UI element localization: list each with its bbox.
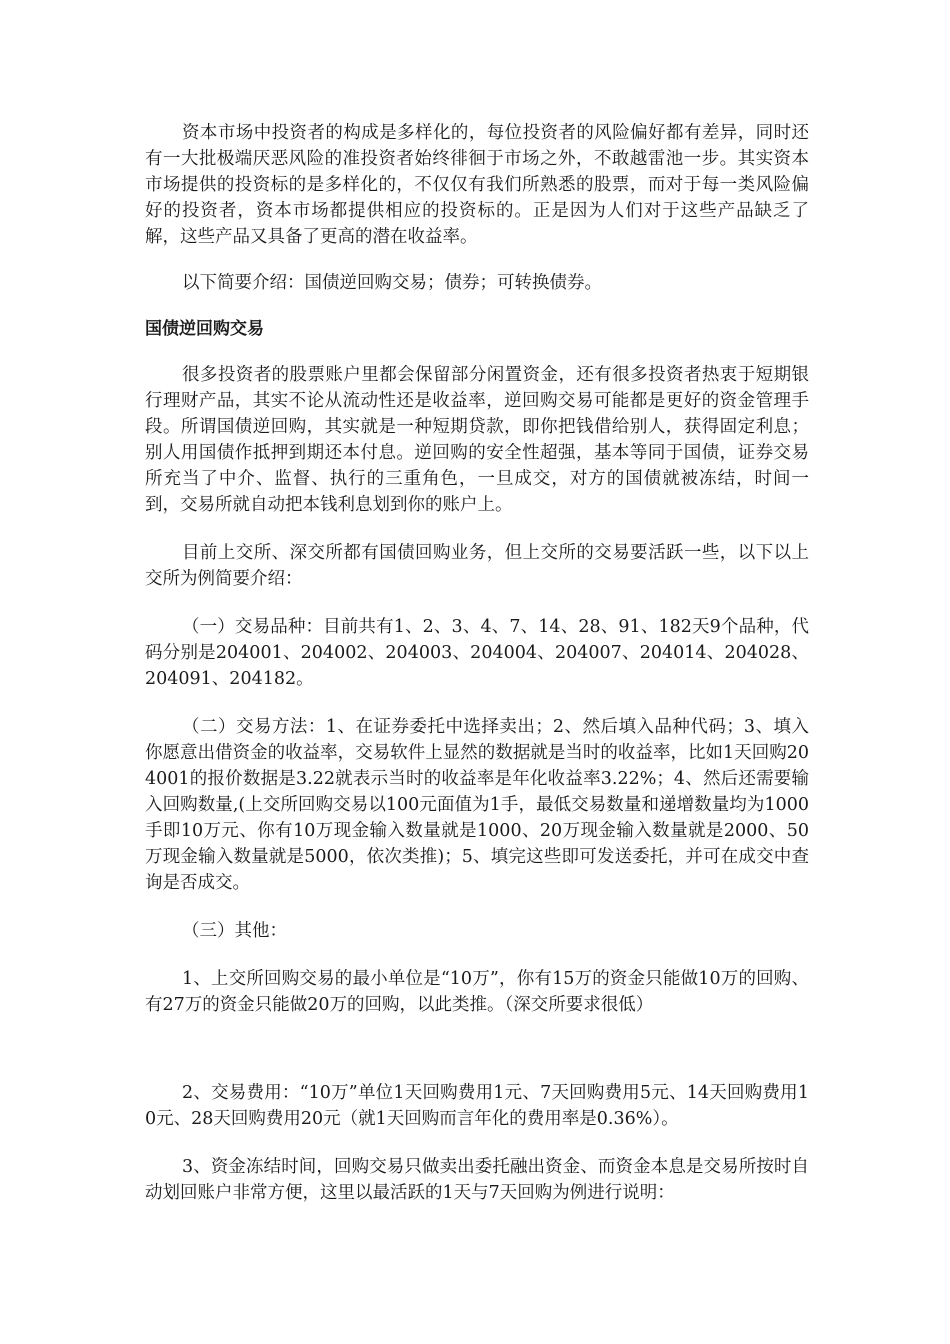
section-heading: 国债逆回购交易: [145, 319, 264, 339]
other-heading-paragraph: （三）其他：: [182, 921, 287, 941]
document-page: [145, 120, 809, 1206]
min-unit-paragraph: 1、上交所回购交易的最小单位是“10万”，你有15万的资金只能做10万的回购、有27万的资金只能做20万的回购，以此类推。（深交所要求很低）: [145, 969, 809, 1015]
reverse-repo-paragraph: 很多投资者的股票账户里都会保留部分闲置资金，还有很多投资者热衷于短期银行理财产品，其实不论从流动性还是收益率，逆回购交易可能都是更好的资金管理手段。所谓国债逆回购，其实就是一种短期贷款，即你把钱借给别人，获得固定利息；别人用国债作抵押到期还本付息。逆回购的安全性超强，基本等同于国债，证券交易所充当了中介、监督、执行的三重角色，一旦成交，对方的国债就被冻结，时间一到，交易所就自动把本钱利息划到你的账户上。: [145, 365, 809, 515]
intro-paragraph: 资本市场中投资者的构成是多样化的，每位投资者的风险偏好都有差异，同时还有一大批极端厌恶风险的准投资者始终徘徊于市场之外，不敢越雷池一步。其实资本市场提供的投资标的是多样化的，不仅仅有我们所熟悉的股票，而对于每一类风险偏好的投资者，资本市场都提供相应的投资标的。正是因为人们对于这些产品缺乏了解，这些产品又具备了更高的潜在收益率。: [145, 123, 809, 247]
trade-method-paragraph: （二）交易方法：1、在证券委托中选择卖出；2、然后填入品种代码；3、填入你愿意出借资金的收益率，交易软件上显然的数据就是当时的收益率，比如1天回购204001的报价数据是3.22就表示当时的收益率是年化收益率3.22%；4、然后还需要输入回购数量,(上交所回购交易以100元面值为1手，最低交易数量和递增数量均为1000手即10万元、你有10万现金输入数量就是1000、20万现金输入数量就是2000、50万现金输入数量就是5000，依次类推)；5、填完这些即可发送委托，并可在成交中查询是否成交。: [145, 717, 809, 893]
exchanges-paragraph: 目前上交所、深交所都有国债回购业务，但上交所的交易要活跃一些，以下以上交所为例简要介绍：: [145, 543, 809, 589]
summary-paragraph: 以下简要介绍：国债逆回购交易；债券；可转换债券。: [182, 273, 602, 293]
freeze-time-paragraph: 3、资金冻结时间，回购交易只做卖出委托融出资金、而资金本息是交易所按时自动划回账户非常方便，这里以最活跃的1天与7天回购为例进行说明：: [145, 1157, 809, 1203]
trade-varieties-paragraph: （一）交易品种：目前共有1、2、3、4、7、14、28、91、182天9个品种，代码分别是204001、204002、204003、204004、204007、204014、204028、204091、204182。: [145, 617, 809, 689]
fees-paragraph: 2、交易费用：“10万”单位1天回购费用1元、7天回购费用5元、14天回购费用10元、28天回购费用20元（就1天回购而言年化的费用率是0.36%）。: [145, 1083, 809, 1129]
